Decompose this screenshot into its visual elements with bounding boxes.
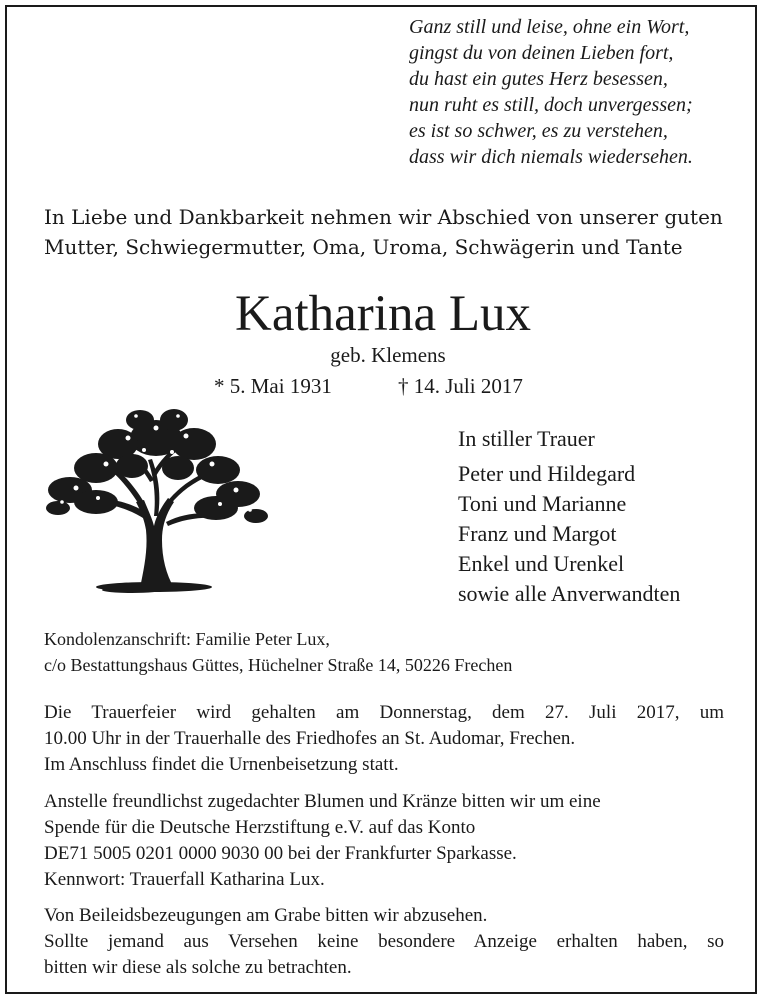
poem-line: dass wir dich niemals wiedersehen. xyxy=(409,146,693,168)
deceased-name: Katharina Lux xyxy=(235,286,531,342)
funeral-line: Die Trauerfeier wird gehalten am Donnerstag, dem 27. Juli 2017, um xyxy=(44,702,724,723)
funeral-notice xyxy=(44,700,724,778)
poem-line: nun ruht es still, doch unvergessen; xyxy=(409,94,693,116)
donation-line: Kennwort: Trauerfall Katharina Lux. xyxy=(44,869,325,890)
poem-line: gingst du von deinen Lieben fort, xyxy=(409,42,674,64)
poem-line: Ganz still und leise, ohne ein Wort, xyxy=(409,16,690,38)
poem-line: du hast ein gutes Herz besessen, xyxy=(409,68,668,90)
donation-notice xyxy=(44,789,724,893)
mourners xyxy=(458,424,748,609)
condolence-line: Kondolenzanschrift: Familie Peter Lux, xyxy=(44,629,330,649)
intro-line: In Liebe und Dankbarkeit nehmen wir Abschied von unserer guten xyxy=(44,205,723,229)
mourners-heading: In stiller Trauer xyxy=(458,426,595,451)
tree-illustration-icon xyxy=(36,398,276,598)
life-dates xyxy=(214,372,574,400)
funeral-line: Im Anschluss findet die Urnenbeisetzung statt. xyxy=(44,754,399,775)
intro-line: Mutter, Schwiegermutter, Oma, Uroma, Schwägerin und Tante xyxy=(44,235,683,259)
donation-line: DE71 5005 0201 0000 9030 00 bei der Frankfurter Sparkasse. xyxy=(44,843,517,864)
condolence-line: c/o Bestattungshaus Güttes, Hüchelner Straße 14, 50226 Frechen xyxy=(44,655,513,675)
condolence-address xyxy=(44,626,734,678)
intro-text xyxy=(44,202,734,262)
poem-line: es ist so schwer, es zu verstehen, xyxy=(409,120,668,142)
donation-line: Anstelle freundlichst zugedachter Blumen und Kränze bitten wir um eine xyxy=(44,791,601,812)
birth-date: * 5. Mai 1931 xyxy=(214,374,332,398)
maiden-name: geb. Klemens xyxy=(330,343,446,367)
funeral-line: 10.00 Uhr in der Trauerhalle des Friedhofes an St. Audomar, Frechen. xyxy=(44,728,576,749)
mourner-name: Peter und Hildegard xyxy=(458,461,636,486)
closing-notice xyxy=(44,903,724,981)
closing-line: bitten wir diese als solche zu betrachten. xyxy=(44,957,352,978)
mourner-name: Enkel und Urenkel xyxy=(458,551,625,576)
donation-line: Spende für die Deutsche Herzstiftung e.V. auf das Konto xyxy=(44,817,476,838)
mourner-name: sowie alle Anverwandten xyxy=(458,581,681,606)
closing-line: Von Beileidsbezeugungen am Grabe bitten wir abzusehen. xyxy=(44,905,488,926)
death-date: † 14. Juli 2017 xyxy=(398,374,523,398)
closing-line: Sollte jemand aus Versehen keine besondere Anzeige erhalten haben, so xyxy=(44,931,724,952)
poem xyxy=(409,14,749,170)
mourner-name: Franz und Margot xyxy=(458,521,617,546)
mourner-name: Toni und Marianne xyxy=(458,491,627,516)
